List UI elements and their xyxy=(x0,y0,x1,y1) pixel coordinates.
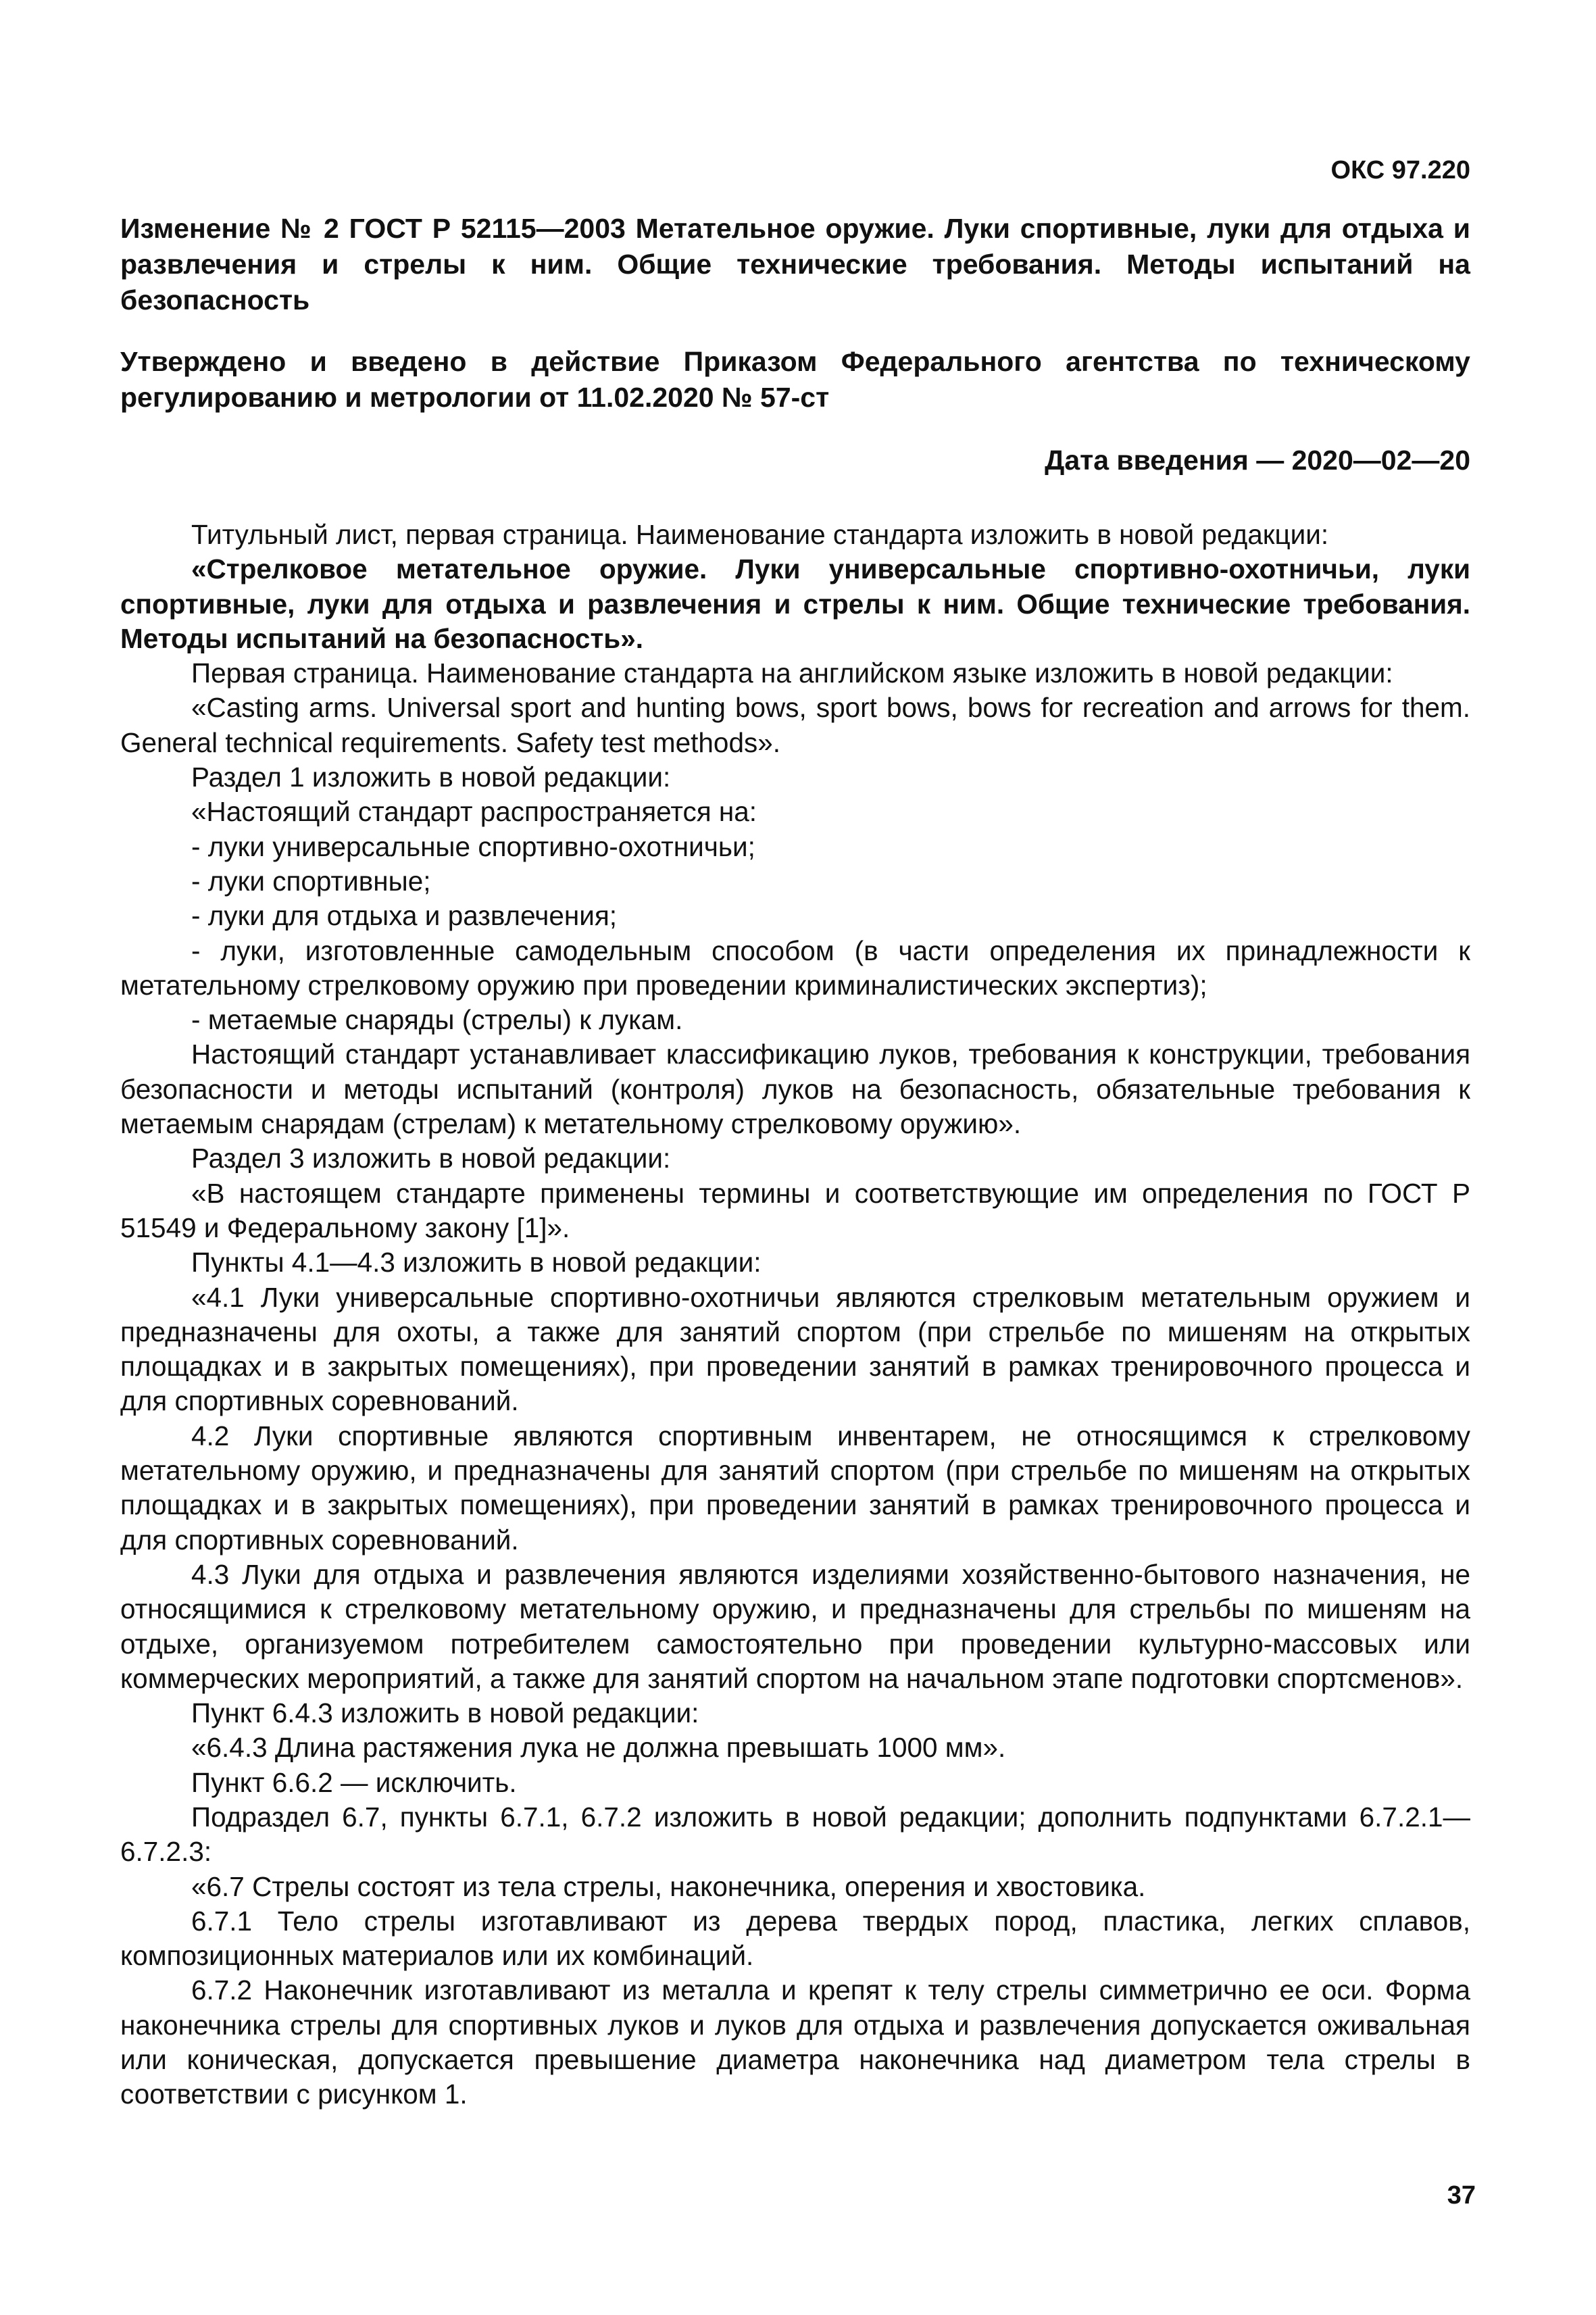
paragraph: «4.1 Луки универсальные спортивно-охотничьи являются стрелковым метательным оружием и предназначены для охоты, а также для занятий спортом (при стрельбе по мишеням на открытых площадках и в закрытых помещениях), при проведении занятий в рамках тренировочного процесса и для спортивных соревнований. xyxy=(120,1281,1470,1417)
paragraph: «Настоящий стандарт распространяется на: xyxy=(191,796,757,828)
paragraph: Титульный лист, первая страница. Наименование стандарта изложить в новой редакции: xyxy=(191,519,1329,550)
paragraph: 4.3 Луки для отдыха и развлечения являются изделиями хозяйственно-бытового назначения, не относящимися к стрелковому метательному оружию, и предназначены для стрельбы по мишеням на отдыхе, организуемом потребителем самостоятельно при проведении культурно-массовых или коммерческих мероприятий, а также для занятий спортом на начальном этапе подготовки спортсменов». xyxy=(120,1558,1470,1694)
classification-code: ОКС 97.220 xyxy=(1330,156,1470,184)
paragraph: Первая страница. Наименование стандарта на английском языке изложить в новой редакции: xyxy=(191,657,1393,689)
paragraph: Пункты 4.1—4.3 изложить в новой редакции: xyxy=(191,1247,762,1278)
amendment-title: Изменение № 2 ГОСТ Р 52115—2003 Метательное оружие. Луки спортивные, луки для отдыха и развлечения и стрелы к ним. Общие технические требования. Методы испытаний на безопасность xyxy=(120,213,1470,316)
list-item: - луки, изготовленные самодельным способом (в части определения их принадлежности к метательному стрелковому оружию при проведении криминалистических экспертиз); xyxy=(120,935,1470,1001)
paragraph: Раздел 3 изложить в новой редакции: xyxy=(191,1143,671,1174)
paragraph: Раздел 1 изложить в новой редакции: xyxy=(191,762,671,793)
list-item: - луки универсальные спортивно-охотничьи; xyxy=(191,830,755,862)
paragraph: 6.7.2 Наконечник изготавливают из металла и крепят к телу стрелы симметрично ее оси. Форма наконечника стрелы для спортивных луков и луков для отдыха и развлечения допускается оживальная или коническая, допускается превышение диаметра наконечника над диаметром тела стрелы в соответствии с рисунком 1. xyxy=(120,1974,1470,2110)
page-content xyxy=(120,154,1470,2112)
list-item: - луки для отдыха и развлечения; xyxy=(191,900,618,932)
paragraph: 4.2 Луки спортивные являются спортивным инвентарем, не относящимся к стрелковому метательному оружию, и предназначены для занятий спортом (при стрельбе по мишеням на открытых площадках и в закрытых помещениях), при проведении занятий в рамках тренировочного процесса и для спортивных соревнований. xyxy=(120,1420,1470,1555)
paragraph: Настоящий стандарт устанавливает классификацию луков, требования к конструкции, требования безопасности и методы испытаний (контроля) луков на безопасность, обязательные требования к метаемым снарядам (стрелам) к метательному стрелковому оружию». xyxy=(120,1039,1470,1140)
paragraph: «Casting arms. Universal sport and hunting bows, sport bows, bows for recreation and arrows for them. General technical requirements. Safety test methods». xyxy=(120,692,1470,758)
paragraph: Подраздел 6.7, пункты 6.7.1, 6.7.2 изложить в новой редакции; дополнить подпунктами 6.7.2.1—6.7.2.3: xyxy=(120,1801,1470,1868)
paragraph: Пункт 6.6.2 — исключить. xyxy=(191,1766,517,1798)
approval-statement: Утверждено и введено в действие Приказом Федерального агентства по техническому регулированию и метрологии от 11.02.2020 № 57-ст xyxy=(120,346,1470,413)
paragraph: «В настоящем стандарте применены термины и соответствующие им определения по ГОСТ Р 51549 и Федеральному закону [1]». xyxy=(120,1177,1470,1243)
paragraph: «6.7 Стрелы состоят из тела стрелы, наконечника, оперения и хвостовика. xyxy=(191,1870,1146,1902)
document-body xyxy=(120,518,1470,2112)
paragraph: Пункт 6.4.3 изложить в новой редакции: xyxy=(191,1697,699,1729)
paragraph: «Стрелковое метательное оружие. Луки универсальные спортивно-охотничьи, луки спортивные, луки для отдыха и развлечения и стрелы к ним. Общие технические требования. Методы испытаний на безопасность». xyxy=(120,553,1470,654)
page-number: 37 xyxy=(1447,2181,1476,2210)
paragraph: «6.4.3 Длина растяжения лука не должна превышать 1000 мм». xyxy=(191,1732,1006,1764)
paragraph: 6.7.1 Тело стрелы изготавливают из дерева твердых пород, пластика, легких сплавов, композиционных материалов или их комбинаций. xyxy=(120,1905,1470,1972)
list-item: - метаемые снаряды (стрелы) к лукам. xyxy=(191,1004,683,1036)
list-item: - луки спортивные; xyxy=(191,865,431,897)
effective-date: Дата введения — 2020—02—20 xyxy=(1045,445,1470,476)
